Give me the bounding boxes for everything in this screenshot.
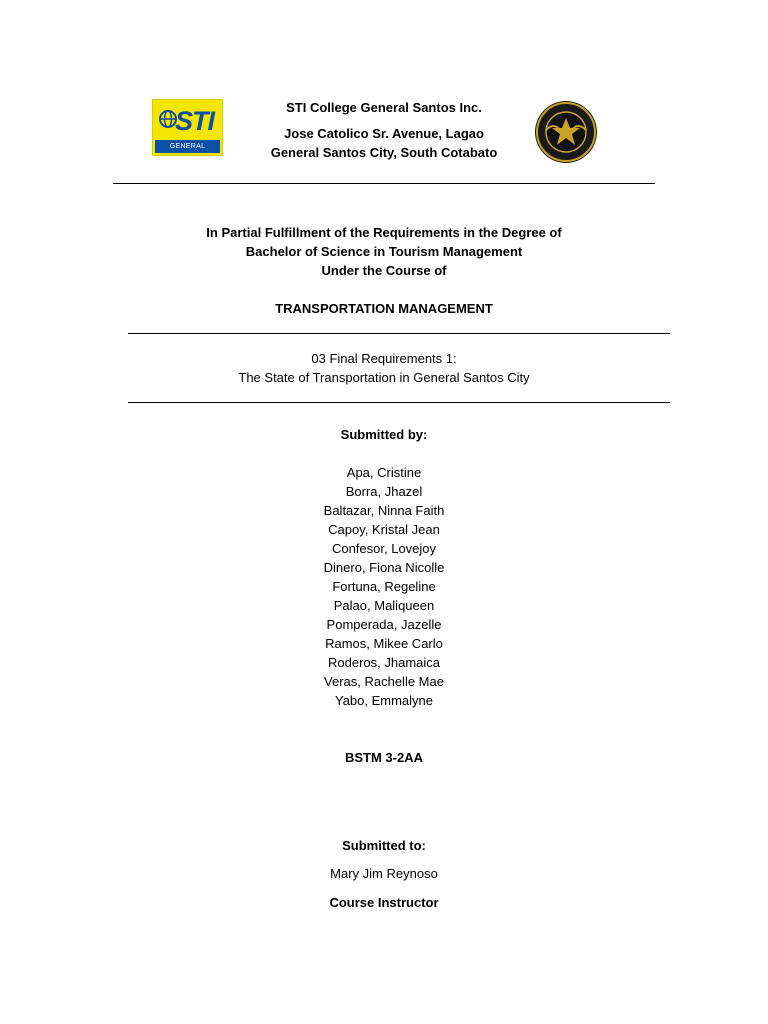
section-code: BSTM 3-2AA [344, 750, 423, 765]
address-line-1: Jose Catolico Sr. Avenue, Lagao [284, 126, 484, 141]
member-name: Palao, Maliqueen [333, 598, 435, 613]
member-name: Fortuna, Regeline [332, 579, 436, 594]
member-name: Borra, Jhazel [345, 484, 423, 499]
member-name: Capoy, Kristal Jean [328, 522, 440, 537]
requirement-number: 03 Final Requirements 1: [311, 351, 457, 366]
submitted-to-heading: Submitted to: [342, 838, 426, 853]
member-name: Confesor, Lovejoy [331, 541, 437, 556]
member-name: Roderos, Jhamaica [328, 655, 440, 670]
sti-logo-band: GENERAL SANTOS [155, 140, 220, 153]
requirement-title: The State of Transportation in General Santos City [238, 370, 530, 385]
institution-name: STI College General Santos Inc. [286, 100, 482, 115]
fulfillment-line-3: Under the Course of [321, 263, 447, 278]
member-name: Pomperada, Jazelle [326, 617, 442, 632]
member-name: Ramos, Mikee Carlo [325, 636, 443, 651]
submitted-by-heading: Submitted by: [340, 427, 428, 442]
course-title: TRANSPORTATION MANAGEMENT [275, 301, 493, 316]
voyagers-guild-seal [534, 100, 598, 164]
fulfillment-line-2: Bachelor of Science in Tourism Management [245, 244, 523, 259]
member-name: Baltazar, Ninna Faith [323, 503, 445, 518]
member-name: Dinero, Fiona Nicolle [323, 560, 445, 575]
divider-course [128, 333, 670, 334]
instructor-role: Course Instructor [329, 895, 439, 910]
divider-header [113, 183, 655, 184]
member-name: Apa, Cristine [346, 465, 422, 480]
member-name: Yabo, Emmalyne [334, 693, 434, 708]
sti-logo-text: STI [175, 106, 215, 136]
sti-logo [152, 99, 223, 163]
divider-requirement [128, 402, 670, 403]
instructor-name: Mary Jim Reynoso [330, 866, 438, 881]
fulfillment-line-1: In Partial Fulfillment of the Requirements in the Degree of [206, 225, 562, 240]
address-line-2: General Santos City, South Cotabato [270, 145, 498, 160]
member-name: Veras, Rachelle Mae [324, 674, 444, 689]
